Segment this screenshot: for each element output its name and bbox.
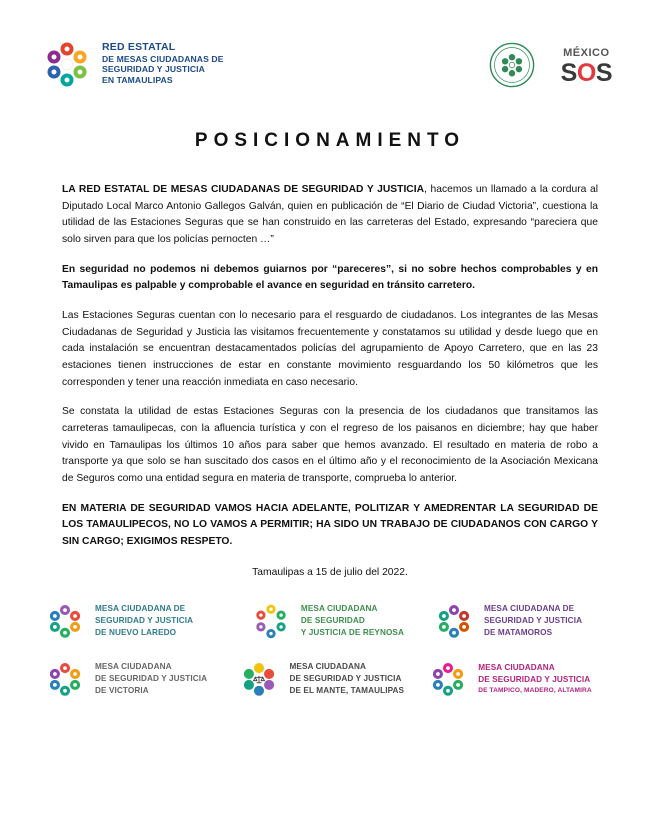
document-header <box>0 0 660 88</box>
mesa-ciudadana-balance-logo-icon <box>238 658 280 700</box>
mesa-ciudadana-logo-icon <box>44 658 86 700</box>
caption-line-3: DE NUEVO LAREDO <box>95 627 177 637</box>
brand-line-1: RED ESTATAL <box>102 40 176 53</box>
paragraph-1-lead: LA RED ESTATAL DE MESAS CIUDADANAS DE SEGURIDAD Y JUSTICIA <box>62 184 425 195</box>
caption-line-2: SEGURIDAD Y JUSTICIA <box>95 615 194 625</box>
mesa-ciudadana-logo-icon <box>427 658 469 700</box>
caption-line-2: DE SEGURIDAD <box>300 615 365 625</box>
brand-line-3: SEGURIDAD Y JUSTICIA <box>102 64 205 75</box>
paragraph-3: Las Estaciones Seguras cuentan con lo necesario para el resguardo de ciudadanos. Los integrantes de las Mesas Ciudadanas de Seguridad y Justicia las visitamos frecuentemente y constatamos su utilidad y desde luego que en cada instalación se encuentran destacamentados policías del agrupamiento de Apoyo Carretero, que en las 23 estaciones tienen instrucciones de estar en constante movimiento resguardando los 50 kilómetros que les corresponden y tener una reacción inmediata en caso necesario. <box>62 310 598 388</box>
logo-matamoros <box>433 600 616 642</box>
caption-line-2: DE SEGURIDAD Y JUSTICIA <box>478 674 591 684</box>
sos-label: SOS <box>560 59 612 87</box>
paragraph-5: EN MATERIA DE SEGURIDAD VAMOS HACIA ADELANTE, POLITIZAR Y AMEDRENTAR LA SEGURIDAD DE LOS TAMAULIPECOS, NO LO VAMOS A PERMITIR; HA SIDO UN TRABAJO DE CIUDADANOS CON CARGO Y SIN CARGO; EXIGIMOS RESPETO. <box>62 502 598 548</box>
mesa-ciudadana-logo-icon <box>433 600 475 642</box>
caption-line-1: MESA CIUDADANA DE <box>95 603 186 613</box>
caption-line-3: DE VICTORIA <box>95 685 149 695</box>
logo-nuevo-laredo <box>44 600 250 642</box>
logo-caption-victoria <box>95 661 207 697</box>
paragraph-1-rest: , hacemos un llamado a la cordura al Diputado Local Marco Antonio Gallegos Galván, quien en publicación de “El Diario de Ciudad Victoria”, cuestiona la utilidad de las Estaciones Seguras que se han construido en las carreteras del Estado, expresando “pareciera que solo sirven para que los policías pernocten …” <box>62 184 599 246</box>
caption-line-2: DE SEGURIDAD Y JUSTICIA <box>95 673 208 683</box>
logo-row-2 <box>44 658 616 700</box>
logo-caption-el-mante <box>289 661 404 697</box>
header-right-logos <box>489 38 612 88</box>
paragraph-4: Se constata la utilidad de estas Estaciones Seguras con la presencia de los ciudadanos que transitamos las carreteras tamaulipecas, con la afluencia turística y con el regreso de los paisanos en diciembre; hay que haber vivido en Tamaulipas los últimos 10 años para saber que hemos avanzado. El resultado en materia de robo a transporte ya que solo se han suscitado dos casos en el último año y el reconocimiento de la Asociación Mexicana de Seguros como una entidad segura en materia de transporte, comprueba lo anterior. <box>62 406 598 485</box>
logo-caption-tampico <box>478 662 592 695</box>
caption-line-3: Y JUSTICIA DE REYNOSA <box>300 627 405 637</box>
caption-line-1: MESA CIUDADANA <box>289 661 367 671</box>
red-estatal-brand <box>42 38 224 88</box>
caption-line-1: MESA CIUDADANA <box>300 603 378 613</box>
caption-line-1: MESA CIUDADANA <box>95 661 172 671</box>
caption-line-1: MESA CIUDADANA <box>478 663 555 673</box>
logo-reynosa <box>250 600 433 642</box>
paragraph-2: En seguridad no podemos ni debemos guiarnos por “pareceres”, si no sobre hechos comprobables y en Tamaulipas es palpable y comprobable el avance en seguridad en tránsito carretero. <box>62 263 598 292</box>
date-line: Tamaulipas a 15 de julio del 2022. <box>252 566 408 578</box>
document-body <box>0 182 660 578</box>
caption-line-1: MESA CIUDADANA DE <box>483 603 575 613</box>
logo-caption-matamoros <box>484 603 582 639</box>
brand-line-4: EN TAMAULIPAS <box>102 74 173 85</box>
mexico-label: MÉXICO <box>563 47 610 59</box>
caption-line-2: SEGURIDAD Y JUSTICIA <box>483 615 583 625</box>
caption-line-3: DE EL MANTE, TAMAULIPAS <box>289 685 405 695</box>
mesa-ciudadana-logo-icon <box>250 600 292 642</box>
flower-people-logo-icon <box>42 38 92 88</box>
mesa-ciudadana-logo-icon <box>44 600 86 642</box>
caption-line-3: DE TAMPICO, MADERO, ALTAMIRA <box>478 686 592 694</box>
government-seal-icon <box>489 42 535 88</box>
signatory-logos <box>0 578 660 700</box>
mexico-sos-logo <box>561 44 612 86</box>
logo-tampico-madero-altamira <box>427 658 616 700</box>
brand-line-2: DE MESAS CIUDADANAS DE <box>102 53 224 64</box>
paragraph-1 <box>62 182 598 249</box>
logo-el-mante <box>238 658 427 700</box>
page-title: POSICIONAMIENTO <box>194 130 466 151</box>
logo-victoria <box>44 658 238 700</box>
logo-caption-nuevo-laredo <box>95 603 193 639</box>
caption-line-2: DE SEGURIDAD Y JUSTICIA <box>289 673 402 683</box>
logo-row-1 <box>44 600 616 642</box>
logo-caption-reynosa <box>301 603 404 639</box>
caption-line-3: DE MATAMOROS <box>483 627 553 637</box>
brand-text <box>102 41 224 85</box>
